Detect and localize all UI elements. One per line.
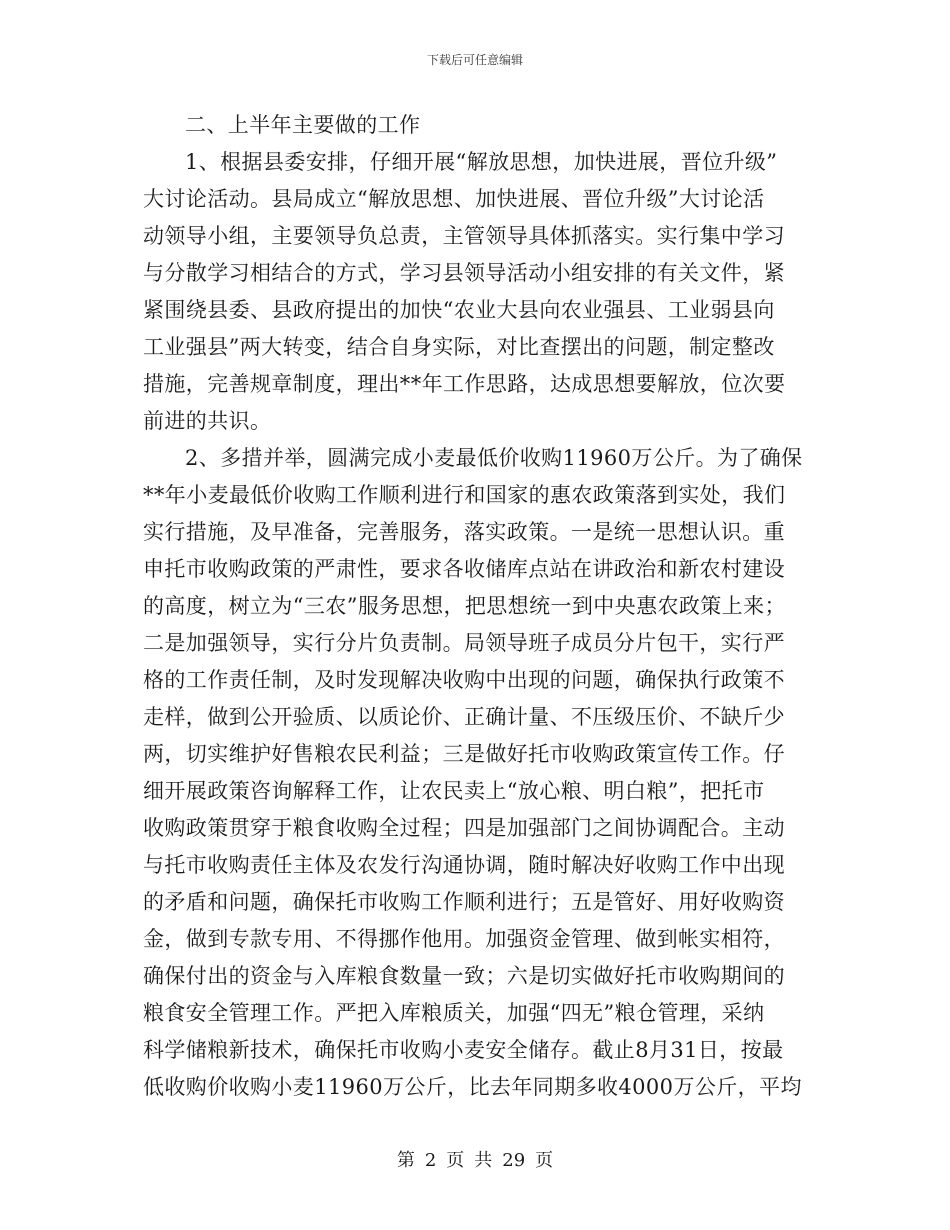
paragraph-line: 粮食安全管理工作。严把入库粮质关，加强“四无”粮仓管理，采纳 [143,1001,765,1025]
paragraph-line: **年小麦最低价收购工作顺利进行和国家的惠农政策落到实处，我们 [143,483,786,507]
paragraph-line: 申托市收购政策的严肃性，要求各收储库点站在讲政治和新农村建设 [143,557,785,581]
footer-gong: 共 [474,1150,493,1171]
paragraph-1 [143,144,806,440]
paragraph-line: 紧围绕县委、县政府提出的加快“农业大县向农业强县、工业弱县向 [143,298,775,322]
paragraph-line: 两，切实维护好售粮农民利益；三是做好托市收购政策宣传工作。仔 [143,742,785,766]
document-body [143,107,806,1106]
paragraph-line: 1、根据县委安排，仔细开展“解放思想，加快进展，晋位升级” [185,150,778,174]
footer-ye2: 页 [535,1150,554,1171]
footer-current-page: 2 [424,1150,437,1171]
paragraph-line: 走样，做到公开验质、以质论价、正确计量、不压级压价、不缺斤少 [143,705,785,729]
footer-di: 第 [396,1150,415,1171]
footer-ye: 页 [446,1150,465,1171]
paragraph-line: 大讨论活动。县局成立“解放思想、加快进展、晋位升级”大讨论活 [143,187,765,211]
section-heading: 二、上半年主要做的工作 [185,113,421,137]
paragraph-line: 金，做到专款专用、不得挪作他用。加强资金管理、做到帐实相符， [143,927,785,951]
paragraph-line: 实行措施，及早准备，完善服务，落实政策。一是统一思想认识。重 [143,520,785,544]
paragraph-line: 确保付出的资金与入库粮食数量一致；六是切实做好托市收购期间的 [143,964,785,988]
footer-total-pages: 29 [502,1150,526,1171]
paragraph-line: 二是加强领导，实行分片负责制。局领导班子成员分片包干，实行严 [143,631,785,655]
paragraph-line: 的矛盾和问题，确保托市收购工作顺利进行；五是管好、用好收购资 [143,890,785,914]
paragraph-line: 工业强县”两大转变，结合自身实际，对比查摆出的问题，制定整改 [143,335,775,359]
paragraph-line: 格的工作责任制，及时发现解决收购中出现的问题，确保执行政策不 [143,668,785,692]
paragraph-line: 科学储粮新技术，确保托市收购小麦安全储存。截止8月31日，按最 [143,1038,784,1062]
paragraph-line: 与托市收购责任主体及农发行沟通协调，随时解决好收购工作中出现 [143,853,785,877]
page-header-note: 下载后可任意编辑 [426,53,523,67]
paragraph-2 [143,440,806,1106]
paragraph-line: 措施，完善规章制度，理出**年工作思路，达成思想要解放，位次要 [143,372,786,396]
paragraph-line: 与分散学习相结合的方式，学习县领导活动小组安排的有关文件，紧 [143,261,785,285]
paragraph-line: 收购政策贯穿于粮食收购全过程；四是加强部门之间协调配合。主动 [143,816,785,840]
paragraph-line: 前进的共识。 [143,409,272,433]
paragraph-line: 的高度，树立为“三农”服务思想，把思想统一到中央惠农政策上来； [143,594,786,618]
paragraph-line: 动领导小组，主要领导负总责，主管领导具体抓落实。实行集中学习 [143,224,785,248]
paragraph-line: 细开展政策咨询解释工作，让农民卖上“放心粮、明白粮”，把托市 [143,779,765,803]
paragraph-line: 低收购价收购小麦11960万公斤，比去年同期多收4000万公斤，平均 [143,1075,802,1099]
paragraph-line: 2、多措并举，圆满完成小麦最低价收购11960万公斤。为了确保 [185,446,803,470]
page-footer [0,1150,950,1172]
